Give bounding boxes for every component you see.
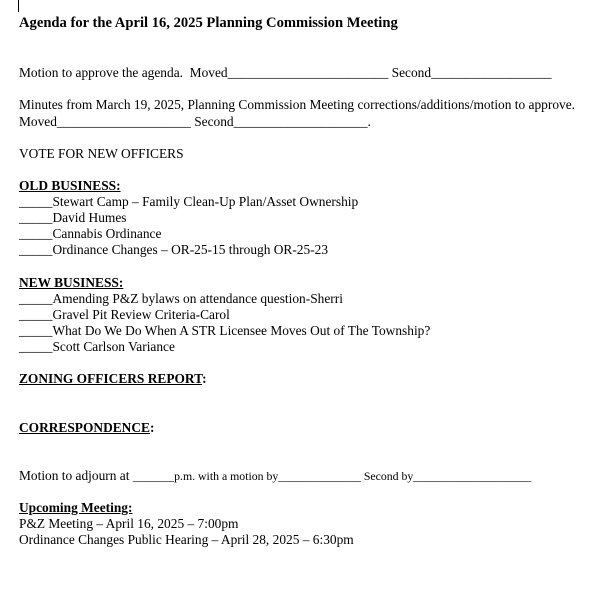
text-cursor [18,0,19,12]
old-business-item: _____Cannabis Ordinance [19,226,162,241]
new-business-item: _____Amending P&Z bylaws on attendance question-Sherri [19,291,343,306]
old-business-item: _____Ordinance Changes – OR-25-15 through OR-25-23 [19,242,329,257]
new-business-item: _____What Do We Do When A STR Licensee Moves Out of The Township? [19,323,431,338]
new-business-heading: NEW BUSINESS: [19,275,124,290]
adjourn-text: Motion to adjourn at [19,468,133,483]
new-business-item: _____Scott Carlson Variance [19,339,175,354]
adjourn-line [19,468,531,484]
vote-officers-line: VOTE FOR NEW OFFICERS [19,146,184,161]
minutes-line-2: Moved____________________ Second____________________. [19,114,371,129]
document-title: Agenda for the April 16, 2025 Planning Commission Meeting [19,15,398,31]
adjourn-blanks: _______p.m. with a motion by______________ Second by____________________ [132,469,532,483]
old-business-item: _____Stewart Camp – Family Clean-Up Plan/Asset Ownership [19,194,359,209]
zoning-report-colon: : [202,371,207,386]
old-business-heading: OLD BUSINESS: [19,178,121,193]
correspondence-line [19,420,154,436]
minutes-line-1: Minutes from March 19, 2025, Planning Commission Meeting corrections/additions/motion to approve. [19,97,576,112]
old-business-item: _____David Humes [19,210,127,225]
upcoming-item: Ordinance Changes Public Hearing – April 28, 2025 – 6:30pm [19,532,354,547]
correspondence-heading: CORRESPONDENCE [19,420,150,435]
approve-agenda-line: Motion to approve the agenda. Moved________________________ Second__________________ [19,65,552,80]
upcoming-heading: Upcoming Meeting: [19,500,133,515]
upcoming-item: P&Z Meeting – April 16, 2025 – 7:00pm [19,516,239,531]
new-business-item: _____Gravel Pit Review Criteria-Carol [19,307,230,322]
zoning-report-line [19,371,207,387]
correspondence-colon: : [149,420,155,435]
zoning-report-heading: ZONING OFFICERS REPORT [19,371,203,386]
